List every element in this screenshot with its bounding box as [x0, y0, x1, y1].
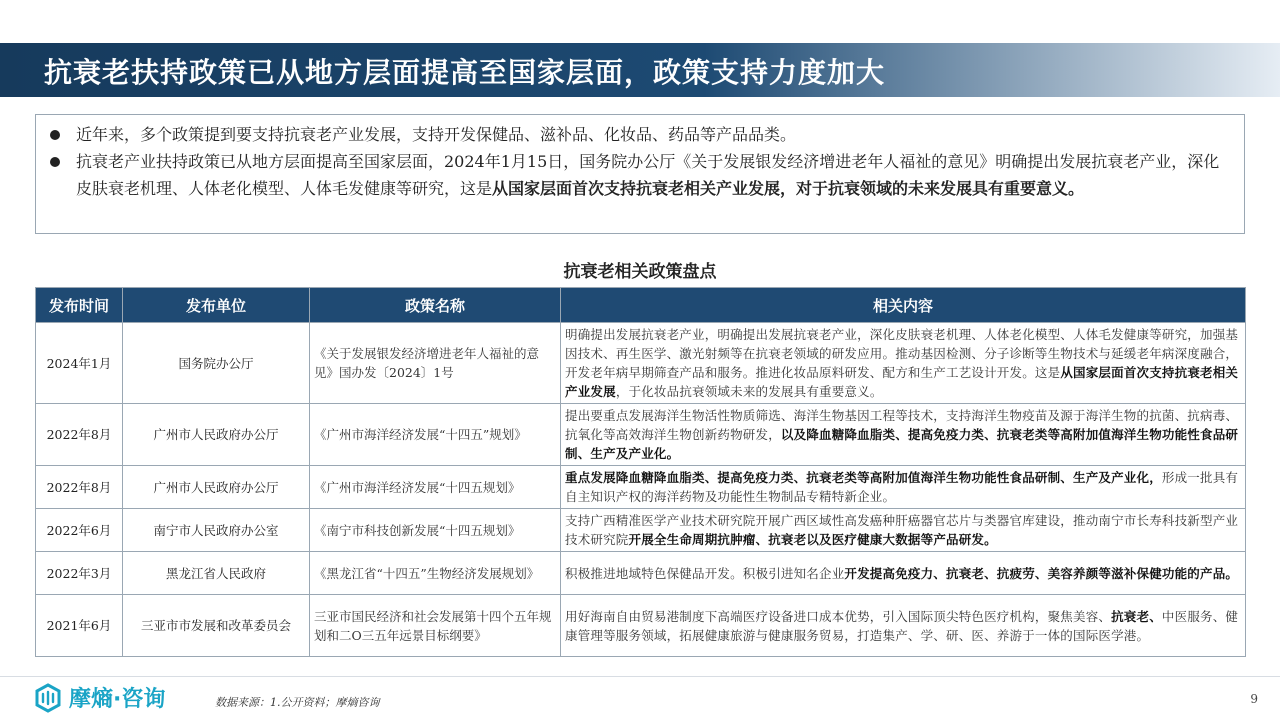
bullet-item	[48, 148, 1232, 202]
cell-unit: 三亚市市发展和改革委员会	[123, 595, 310, 657]
cell-policy-name: 《广州市海洋经济发展“十四五”规划》	[310, 404, 561, 466]
cell-unit: 黑龙江省人民政府	[123, 552, 310, 595]
content-bold-text: 以及降血糖降血脂类、提高免疫力类、抗衰老类等高附加值海洋生物功能性食品研制、生产及产业化。	[565, 427, 1239, 461]
header-date: 发布时间	[36, 288, 123, 323]
cell-date: 2022年8月	[36, 466, 123, 509]
table-title: 抗衰老相关政策盘点	[563, 262, 717, 282]
content-bold-text: 开展全生命周期抗肿瘤、抗衰老以及医疗健康大数据等产品研发。	[628, 532, 997, 547]
brand-logo	[33, 682, 165, 713]
cell-content	[561, 323, 1246, 404]
page-number: 9	[1250, 692, 1258, 706]
summary-box	[35, 114, 1245, 234]
bullet-text: 近年来，多个政策提到要支持抗衰老产业发展，支持开发保健品、滋补品、化妆品、药品等产品品类。	[76, 125, 797, 144]
cell-date: 2024年1月	[36, 323, 123, 404]
cell-policy-name: 《黑龙江省“十四五”生物经济发展规划》	[310, 552, 561, 595]
cell-date: 2022年3月	[36, 552, 123, 595]
header-name: 政策名称	[310, 288, 561, 323]
content-bold-text: 重点发展降血糖降血脂类、提高免疫力类、抗衰老类等高附加值海洋生物功能性食品研制、生产及产业化，	[565, 470, 1162, 485]
content-text: 支持广西精准医学产业技术研究院开展广西区域性高发癌种肝癌器官芯片与类器官库建设，推动南宁市长寿科技新型产业技术研究院	[565, 513, 1239, 547]
content-tail-text: ，于化妆品抗衰领域未来的发展具有重要意义。	[615, 384, 883, 399]
content-text: 明确提出发展抗衰老产业，明确提出发展抗衰老产业，深化皮肤衰老机理、人体老化模型、人体毛发健康等研究，加强基因技术、再生医学、激光射频等在抗衰老领域的研发应用。推动基因检测、分子诊断等生物技术与延缓老年病深度融合，开发老年病早期筛查产品和服务。推进化妆品原料研发、配方和生产工艺设计开发。这是	[565, 327, 1239, 380]
cell-content	[561, 404, 1246, 466]
data-source-note: 数据来源：1.公开资料；摩熵咨询	[215, 696, 380, 709]
cell-policy-name: 《广州市海洋经济发展“十四五规划》	[310, 466, 561, 509]
cell-content	[561, 466, 1246, 509]
cell-content	[561, 509, 1246, 552]
policy-table	[35, 287, 1246, 657]
cell-unit: 国务院办公厅	[123, 323, 310, 404]
title-bar	[0, 43, 1280, 97]
bullet-item	[48, 121, 1232, 148]
content-tail-text: 形成一批具有自主知识产权的海洋药物及功能性生物制品专精特新企业。	[565, 470, 1239, 504]
table-row	[36, 323, 1246, 404]
brand-name: 摩熵·咨询	[69, 687, 166, 712]
table-row	[36, 509, 1246, 552]
content-bold-text: 抗衰老、	[1111, 608, 1162, 624]
bullet-dot-icon	[50, 157, 60, 167]
content-text: 积极推进地域特色保健品开发。积极引进知名企业	[565, 565, 845, 581]
cell-content	[561, 552, 1246, 595]
content-text: 用好海南自由贸易港制度下高端医疗设备进口成本优势，引入国际顶尖特色医疗机构，聚焦美容、	[565, 608, 1112, 624]
brand-mark-icon	[33, 683, 63, 713]
content-bold-text: 开发提高免疫力、抗衰老、抗疲劳、美容养颜等滋补保健功能的产品。	[844, 565, 1239, 581]
cell-unit: 广州市人民政府办公厅	[123, 466, 310, 509]
cell-unit: 广州市人民政府办公厅	[123, 404, 310, 466]
table-row	[36, 552, 1246, 595]
content-tail-text: 中医服务、健康管理等服务领域，拓展健康旅游与健康服务贸易，打造集产、学、研、医、养游于一体的国际医学港。	[565, 608, 1239, 643]
bullet-bold-text: 从国家层面首次支持抗衰老相关产业发展，对于抗衰领域的未来发展具有重要意义。	[492, 179, 1085, 198]
cell-policy-name: 《南宁市科技创新发展“十四五规划》	[310, 509, 561, 552]
table-row	[36, 466, 1246, 509]
cell-date: 2021年6月	[36, 595, 123, 657]
cell-date: 2022年6月	[36, 509, 123, 552]
header-content: 相关内容	[561, 288, 1246, 323]
bullet-text: 抗衰老产业扶持政策已从地方层面提高至国家层面，2024年1月15日，国务院办公厅《关于发展银发经济增进老年人福祉的意见》明确提出发展抗衰老产业，深化皮肤衰老机理、人体老化模型、人体毛发健康等研究，这是	[76, 152, 1220, 198]
footer-divider	[0, 676, 1280, 677]
cell-policy-name: 三亚市国民经济和社会发展第十四个五年规划和二O三五年远景目标纲要》	[310, 595, 561, 657]
cell-unit: 南宁市人民政府办公室	[123, 509, 310, 552]
cell-policy-name: 《关于发展银发经济增进老年人福祉的意见》国办发〔2024〕1号	[310, 323, 561, 404]
header-unit: 发布单位	[123, 288, 310, 323]
content-bold-text: 从国家层面首次支持抗衰老相关产业发展	[565, 365, 1239, 399]
table-row	[36, 595, 1246, 657]
page-title: 抗衰老扶持政策已从地方层面提高至国家层面，政策支持力度加大	[44, 56, 886, 89]
cell-content	[561, 595, 1246, 657]
table-header-row	[36, 288, 1246, 323]
content-text: 提出要重点发展海洋生物活性物质筛选、海洋生物基因工程等技术，支持海洋生物疫苗及源于海洋生物的抗菌、抗病毒、抗氧化等高效海洋生物创新药物研发，	[565, 408, 1239, 442]
table-row	[36, 404, 1246, 466]
bullet-dot-icon	[50, 130, 60, 140]
cell-date: 2022年8月	[36, 404, 123, 466]
